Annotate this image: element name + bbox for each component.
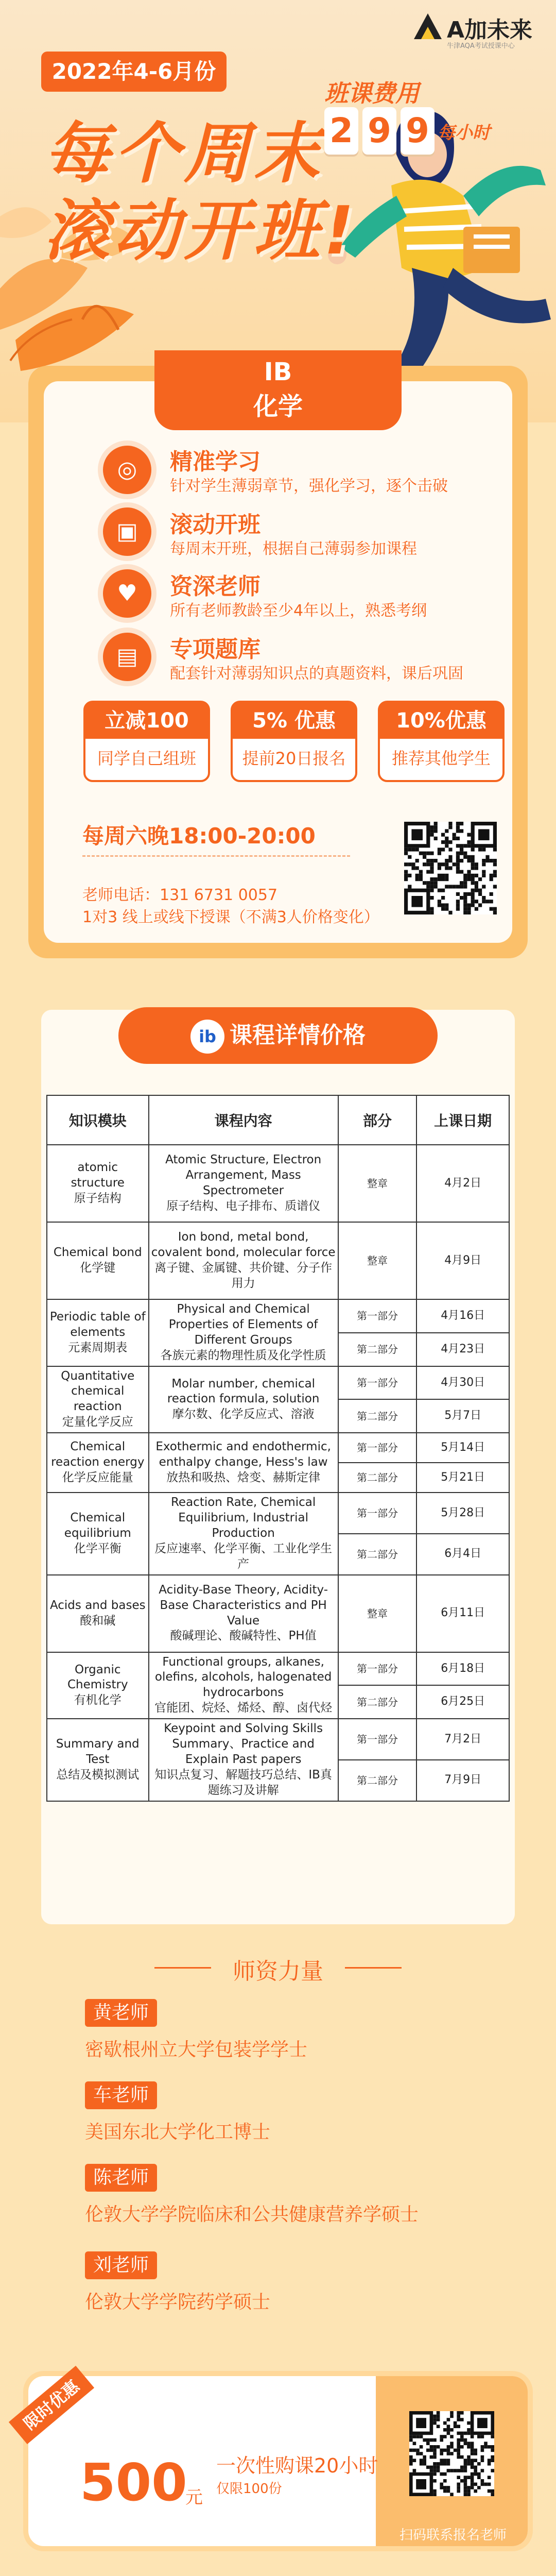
part-cell: 第一部分 <box>338 1493 417 1534</box>
course-heading-bar <box>118 1007 438 1064</box>
content-cell: Exothermic and endothermic, enthalpy change, Hess's law 放热和吸热、焓变、赫斯定律 <box>149 1433 338 1493</box>
discount-badge <box>83 701 210 782</box>
discount-condition: 提前20日报名 <box>242 749 346 768</box>
table-row <box>47 1145 509 1222</box>
table-row <box>47 1719 509 1760</box>
teacher-name: 黄老师 <box>85 1999 157 2027</box>
fee-label: 班课费用 <box>324 79 419 107</box>
ib-logo-icon: ib <box>190 1020 224 1054</box>
date-cell: 4月30日 <box>416 1366 509 1400</box>
hero-title-line2: 滚动开班! <box>44 193 358 269</box>
teacher-name: 刘老师 <box>85 2251 157 2279</box>
content-cell: Reaction Rate, Chemical Equilibrium, Industrial Production 反应速率、化学平衡、工业化学生产 <box>149 1493 338 1574</box>
table-row <box>47 1366 509 1400</box>
table-row <box>47 1222 509 1299</box>
offer-limit: 仅限100份 <box>216 2481 282 2497</box>
teacher-name: 车老师 <box>85 2081 157 2109</box>
content-cell: Ion bond, metal bond, covalent bond, molecular force 离子键、金属键、共价键、分子作用力 <box>149 1222 338 1299</box>
table-row <box>47 1652 509 1686</box>
part-cell: 第一部分 <box>338 1719 417 1760</box>
scan-hint: 扫码联系报名老师 <box>399 2528 507 2543</box>
heart-icon: ♥ <box>103 569 151 618</box>
discount-title: 5% 优惠 <box>233 703 355 739</box>
column-header: 课程内容 <box>149 1095 338 1145</box>
discount-badge <box>231 701 357 782</box>
date-cell: 5月14日 <box>416 1433 509 1463</box>
qr-code[interactable] <box>409 2411 494 2496</box>
discount-condition: 推荐其他学生 <box>391 749 491 768</box>
discount-condition: 同学自己组班 <box>97 749 196 768</box>
feature-desc: 每周末开班，根据自己薄弱参加课程 <box>170 540 417 558</box>
content-cell: Molar number, chemical reaction formula, solution 摩尔数、化学反应式、溶液 <box>149 1366 338 1433</box>
course-heading: 课程详情价格 <box>230 1022 366 1048</box>
date-cell: 6月11日 <box>416 1575 509 1652</box>
part-cell: 第二部分 <box>338 1333 417 1366</box>
column-header: 上课日期 <box>416 1095 509 1145</box>
part-cell: 整章 <box>338 1145 417 1222</box>
subject-subtitle: 化学 <box>253 392 303 421</box>
table-row <box>47 1493 509 1534</box>
content-cell: Acidity-Base Theory, Acidity-Base Characteristics and PH Value 酸碱理论、酸碱特性、PH值 <box>149 1575 338 1652</box>
date-cell: 6月25日 <box>416 1685 509 1719</box>
document-icon: ▤ <box>103 633 151 681</box>
column-header: 知识模块 <box>47 1095 149 1145</box>
qr-code[interactable] <box>404 822 497 914</box>
gift-icon: ▣ <box>103 507 151 556</box>
hero-title-line1: 每个周末 <box>44 115 324 192</box>
fee-digit: 2 <box>324 107 358 155</box>
feature-desc: 配套针对薄弱知识点的真题资料，课后巩固 <box>170 665 463 683</box>
price: 500 <box>80 2452 187 2513</box>
module-cell: atomic structure 原子结构 <box>47 1145 149 1222</box>
part-cell: 第二部分 <box>338 1685 417 1719</box>
logo-text: A加未来 <box>447 17 533 43</box>
teacher-degree: 伦敦大学学院临床和公共健康营养学硕士 <box>85 2204 419 2225</box>
date-cell: 4月16日 <box>416 1299 509 1333</box>
table-row <box>47 1299 509 1333</box>
teacher-degree: 伦敦大学学院药学硕士 <box>85 2292 271 2313</box>
feature-title: 资深老师 <box>170 573 260 600</box>
subject-name: IB <box>264 358 292 386</box>
part-cell: 第二部分 <box>338 1534 417 1575</box>
module-cell: Chemical reaction energy 化学反应能量 <box>47 1433 149 1493</box>
date-cell: 7月9日 <box>416 1760 509 1801</box>
teacher-phone: 老师电话：131 6731 0057 <box>82 886 278 904</box>
part-cell: 第二部分 <box>338 1760 417 1801</box>
part-cell: 整章 <box>338 1222 417 1299</box>
content-cell: Functional groups, alkanes, olefins, alcohols, halogenated hydrocarbons 官能团、烷烃、烯烃、醇、卤代烃 <box>149 1652 338 1719</box>
offer-text: 一次性购课20小时 <box>216 2454 378 2477</box>
date-range: 2022年4-6月份 <box>41 52 227 92</box>
date-cell: 6月4日 <box>416 1534 509 1575</box>
module-cell: Organic Chemistry 有机化学 <box>47 1652 149 1719</box>
course-table <box>46 1095 510 1802</box>
module-cell: Summary and Test 总结及模拟测试 <box>47 1719 149 1801</box>
part-cell: 第一部分 <box>338 1366 417 1400</box>
logo-subtitle: 牛津AQA考试授课中心 <box>447 42 515 50</box>
feature-title: 专项题库 <box>170 636 260 663</box>
part-cell: 第一部分 <box>338 1299 417 1333</box>
date-cell: 4月23日 <box>416 1333 509 1366</box>
fee-unit: 每小时 <box>438 123 490 143</box>
part-cell: 第二部分 <box>338 1399 417 1433</box>
teacher-name: 陈老师 <box>85 2164 157 2192</box>
divider <box>82 855 350 858</box>
module-cell: Periodic table of elements 元素周期表 <box>47 1299 149 1366</box>
subject-tab <box>154 350 402 430</box>
discount-title: 立减100 <box>85 703 208 739</box>
table-row <box>47 1575 509 1652</box>
price-unit: 元 <box>185 2487 203 2508</box>
content-cell: Physical and Chemical Properties of Elements of Different Groups 各族元素的物理性质及化学性质 <box>149 1299 338 1366</box>
module-cell: Chemical bond 化学键 <box>47 1222 149 1299</box>
class-format: 1对3 线上或线下授课（不满3人价格变化） <box>82 908 379 926</box>
discount-badge <box>378 701 505 782</box>
part-cell: 整章 <box>338 1575 417 1652</box>
date-cell: 5月28日 <box>416 1493 509 1534</box>
date-cell: 7月2日 <box>416 1719 509 1760</box>
part-cell: 第一部分 <box>338 1652 417 1686</box>
module-cell: Chemical equilibrium 化学平衡 <box>47 1493 149 1574</box>
limited-offer-tag: 限时优惠 <box>9 2366 94 2444</box>
table-header-row <box>47 1095 509 1145</box>
part-cell: 第一部分 <box>338 1433 417 1463</box>
logo-icon <box>412 11 444 41</box>
content-cell: Atomic Structure, Electron Arrangement, Mass Spectrometer 原子结构、电子排布、质谱仪 <box>149 1145 338 1222</box>
fee-digit: 9 <box>401 107 435 155</box>
fee-digit: 9 <box>362 107 396 155</box>
feature-title: 精准学习 <box>170 449 260 475</box>
schedule-time: 每周六晚18:00-20:00 <box>82 823 316 849</box>
date-cell: 4月9日 <box>416 1222 509 1299</box>
date-cell: 5月21日 <box>416 1463 509 1493</box>
module-cell: Quantitative chemical reaction 定量化学反应 <box>47 1366 149 1433</box>
module-cell: Acids and bases 酸和碱 <box>47 1575 149 1652</box>
column-header: 部分 <box>338 1095 417 1145</box>
teacher-degree: 密歇根州立大学包装学学士 <box>85 2039 308 2060</box>
date-cell: 5月7日 <box>416 1399 509 1433</box>
table-row <box>47 1433 509 1463</box>
feature-title: 滚动开班 <box>170 512 260 538</box>
target-icon: ◎ <box>103 446 151 494</box>
feature-desc: 所有老师教龄至少4年以上，熟悉考纲 <box>170 602 427 620</box>
date-cell: 4月2日 <box>416 1145 509 1222</box>
discount-title: 10%优惠 <box>380 703 502 739</box>
teachers-heading: 师资力量 <box>233 1958 323 1985</box>
content-cell: Keypoint and Solving Skills Summary、Practice and Explain Past papers 知识点复习、解题技巧总结、IB真题练习及讲解 <box>149 1719 338 1801</box>
teacher-degree: 美国东北大学化工博士 <box>85 2122 271 2143</box>
date-cell: 6月18日 <box>416 1652 509 1686</box>
part-cell: 第二部分 <box>338 1463 417 1493</box>
feature-desc: 针对学生薄弱章节，强化学习，逐个击破 <box>170 477 448 495</box>
